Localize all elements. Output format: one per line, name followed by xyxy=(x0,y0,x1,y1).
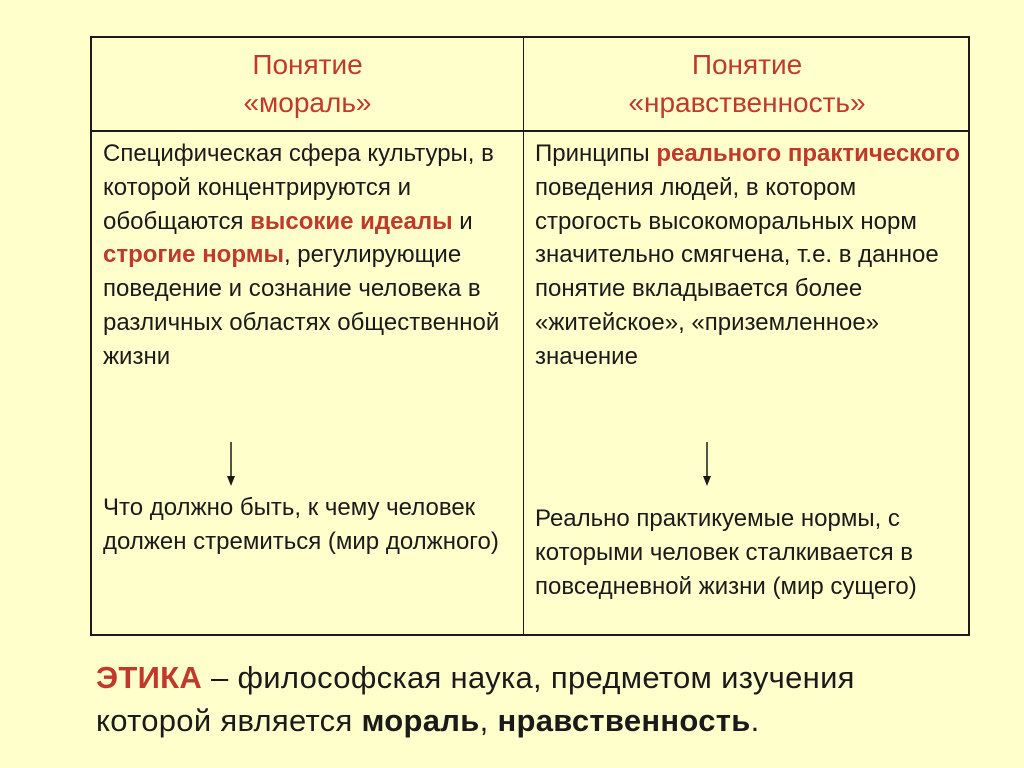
morality-text-3: , регулирующие поведение и сознание человека в различных областях общественной жизни xyxy=(103,241,500,370)
header-morality-line1: Понятие xyxy=(252,49,363,80)
header-ethics-practice xyxy=(524,46,970,122)
morality-text-1: Специфическая сфера культуры, в которой концентрируются и обобщаются xyxy=(103,140,494,235)
ethics-highlight-practical: реального практического xyxy=(656,140,960,167)
down-arrow-icon xyxy=(700,442,714,486)
header-morality-line2: «мораль» xyxy=(243,87,372,118)
footer-text-1: – философская наука, предметом изучения которой является xyxy=(96,660,855,738)
footer-text-2: , xyxy=(479,703,498,738)
comparison-table xyxy=(90,36,970,636)
header-morality xyxy=(92,46,523,122)
footer-term: ЭТИКА xyxy=(96,660,203,695)
morality-result: Что должно быть, к чему человек должен стремиться (мир должного) xyxy=(103,494,499,555)
morality-text-2: и xyxy=(452,207,473,235)
ethics-definition-footer xyxy=(96,656,976,742)
header-ethics-line2: «нравственность» xyxy=(628,87,866,118)
column-divider xyxy=(523,38,524,634)
ethics-result: Реально практикуемые нормы, с которыми человек сталкивается в повседневной жизни (мир сущего) xyxy=(535,505,917,600)
footer-bold-ethics: нравственность xyxy=(497,703,751,738)
morality-highlight-ideals: высокие идеалы xyxy=(250,207,453,235)
morality-highlight-norms: строгие нормы xyxy=(103,241,284,269)
footer-bold-morality: мораль xyxy=(361,703,480,738)
morality-definition xyxy=(103,137,513,374)
ethics-practice-definition xyxy=(535,137,960,374)
ethics-text-2: поведения людей, в котором строгость высокоморальных норм значительно смягчена, т.е. в данное понятие вкладывается более «житейское», «приземленное» значение xyxy=(535,173,939,370)
ethics-text-1: Принципы xyxy=(535,140,657,167)
down-arrow-icon xyxy=(224,442,238,486)
header-ethics-line1: Понятие xyxy=(691,49,803,80)
header-divider xyxy=(92,130,968,132)
footer-text-3: . xyxy=(750,703,760,738)
